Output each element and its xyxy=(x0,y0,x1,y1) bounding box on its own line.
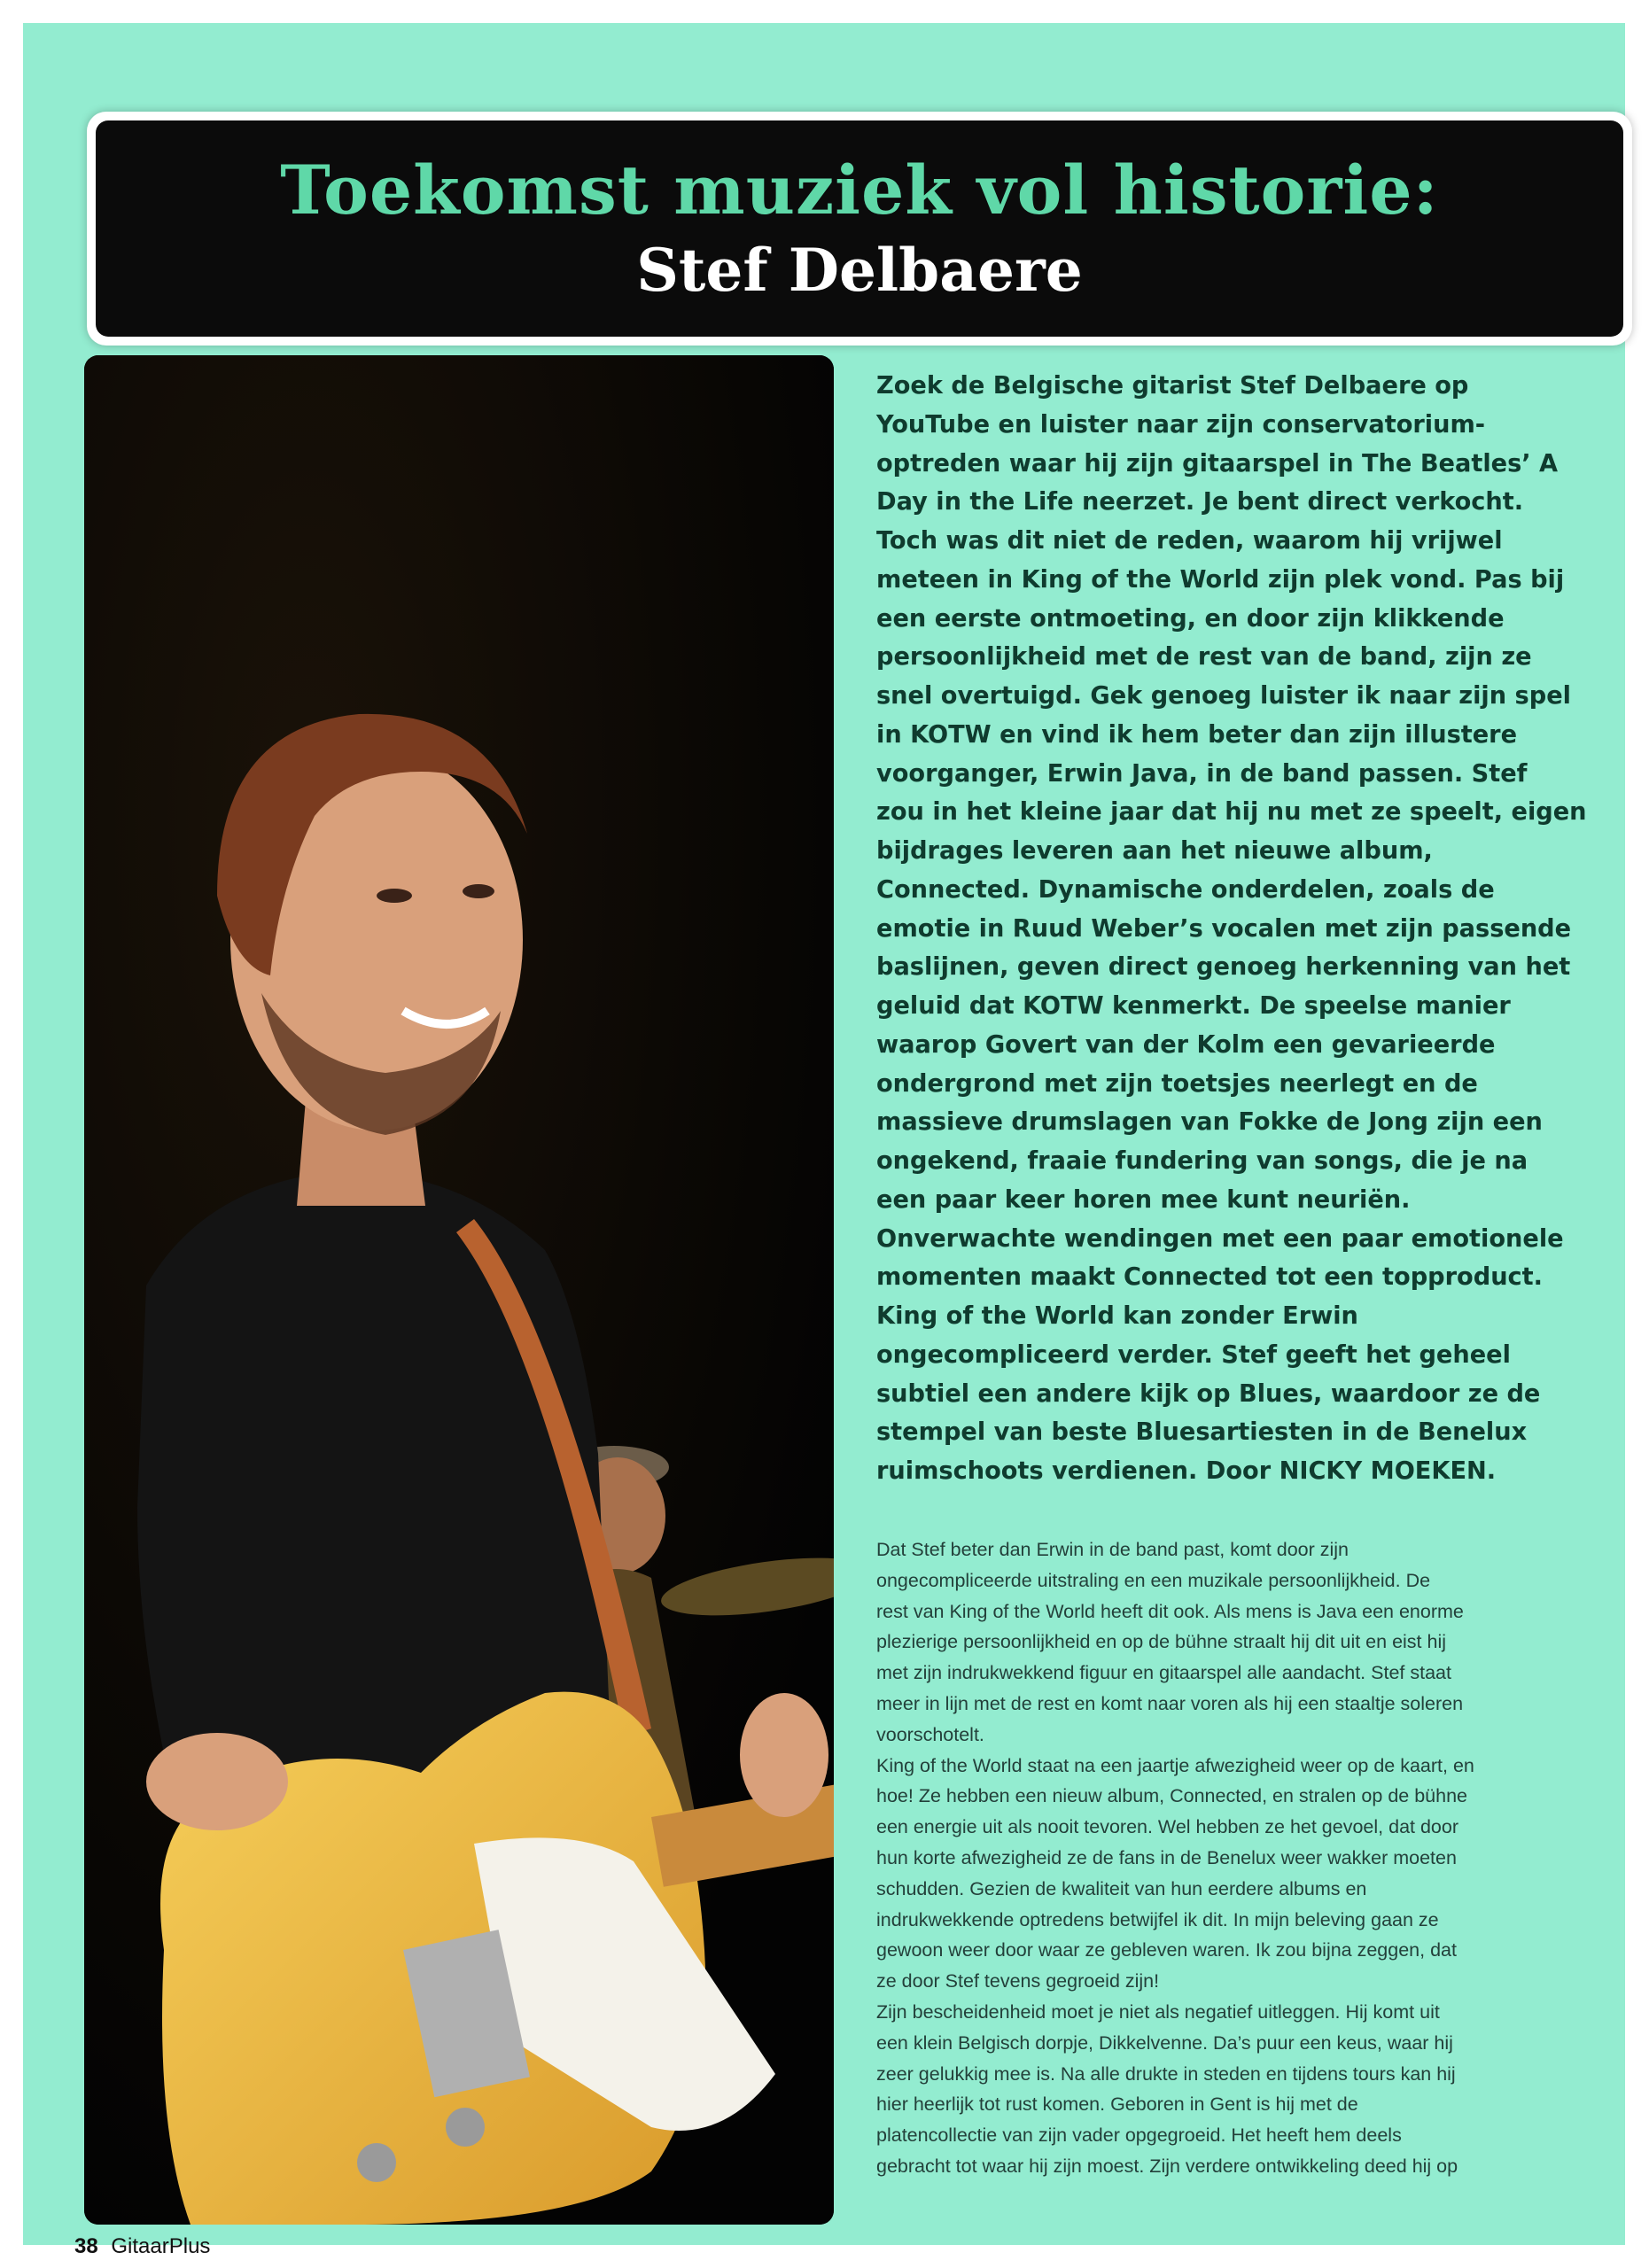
intro-line: geluid dat KOTW kenmerkt. De speelse manier xyxy=(876,992,1511,1020)
intro-line: meteen in King of the World zijn plek vond. Pas bij xyxy=(876,565,1565,594)
body-line: rest van King of the World heeft dit ook. Als mens is Java een enorme xyxy=(876,1600,1464,1622)
body-line: Dat Stef beter dan Erwin in de band past, komt door zijn xyxy=(876,1539,1350,1560)
intro-line: ongekend, fraaie fundering van songs, die je na xyxy=(876,1147,1528,1175)
intro-line: stempel van beste Bluesartiesten in de Benelux xyxy=(876,1418,1528,1447)
intro-line: een eerste ontmoeting, en door zijn klikkende xyxy=(876,604,1505,633)
intro-line: persoonlijkheid met de rest van de band, zijn ze xyxy=(876,643,1532,672)
intro-line: een paar keer horen mee kunt neuriën. xyxy=(876,1185,1411,1214)
body-line: een energie uit als nooit tevoren. Wel hebben ze het gevoel, dat door xyxy=(876,1816,1458,1838)
body-line: ongecompliceerde uitstraling en een muzikale persoonlijkheid. De xyxy=(876,1569,1431,1591)
headline-name: Stef Delbaere xyxy=(636,236,1083,305)
page-footer xyxy=(74,2234,210,2259)
intro-line: voorganger, Erwin Java, in de band passen. Stef xyxy=(876,759,1528,788)
intro-line: optreden waar hij zijn gitaarspel in The Beatles’ A xyxy=(876,449,1559,478)
intro-line: ongecompliceerd verder. Stef geeft het geheel xyxy=(876,1340,1511,1369)
intro-line: in KOTW en vind ik hem beter dan zijn illustere xyxy=(876,720,1518,749)
title-banner xyxy=(87,112,1632,346)
intro-line: Onverwachte wendingen met een paar emotionele xyxy=(876,1224,1564,1253)
intro-line: King of the World kan zonder Erwin xyxy=(876,1302,1358,1330)
intro-line: ondergrond met zijn toetsjes neerlegt en de xyxy=(876,1069,1478,1098)
intro-line: bijdrages leveren aan het nieuwe album, xyxy=(876,837,1433,865)
guitarist-illustration xyxy=(84,355,834,2225)
guitarist-photo xyxy=(84,355,834,2225)
intro-line: YouTube en luister naar zijn conservatorium- xyxy=(876,410,1486,439)
body-line: hun korte afwezigheid ze de fans in de Benelux weer wakker moeten xyxy=(876,1846,1457,1868)
headline: Toekomst muziek vol historie: xyxy=(280,151,1439,229)
body-line: indrukwekkende optredens betwijfel ik dit. In mijn beleving gaan ze xyxy=(876,1908,1439,1930)
intro-line: ruimschoots verdienen. Door NICKY MOEKEN. xyxy=(876,1457,1497,1485)
magazine-name: GitaarPlus xyxy=(111,2234,211,2258)
body-line: voorschotelt. xyxy=(876,1723,984,1745)
body-line: Zijn bescheidenheid moet je niet als negatief uitleggen. Hij komt uit xyxy=(876,2000,1440,2023)
page-number: 38 xyxy=(74,2234,98,2258)
intro-line: baslijnen, geven direct genoeg herkenning van het xyxy=(876,953,1571,982)
intro-line: massieve drumslagen van Fokke de Jong zijn een xyxy=(876,1108,1543,1137)
intro-line: emotie in Ruud Weber’s vocalen met zijn passende xyxy=(876,914,1572,943)
body-line: gebracht tot waar hij zijn moest. Zijn verdere ontwikkeling deed hij op xyxy=(876,2155,1458,2177)
intro-line: subtiel een andere kijk op Blues, waardoor ze de xyxy=(876,1379,1541,1408)
intro-line: Connected. Dynamische onderdelen, zoals de xyxy=(876,875,1495,904)
body-line: schudden. Gezien de kwaliteit van hun eerdere albums en xyxy=(876,1877,1367,1899)
body-line: hier heerlijk tot rust komen. Geboren in Gent is hij met de xyxy=(876,2093,1358,2116)
intro-line: zou in het kleine jaar dat hij nu met ze speelt, eigen xyxy=(876,798,1587,827)
intro-line: Day in the Life neerzet. Je bent direct verkocht. xyxy=(876,488,1524,517)
body-line: platencollectie van zijn vader opgegroeid. Het heeft hem deels xyxy=(876,2124,1402,2147)
body-line: met zijn indrukwekkend figuur en gitaarspel alle aandacht. Stef staat xyxy=(876,1662,1451,1684)
intro-line: Zoek de Belgische gitarist Stef Delbaere op xyxy=(876,372,1469,400)
body-line: meer in lijn met de rest en komt naar voren als hij een staaltje soleren xyxy=(876,1692,1464,1714)
body-line: plezierige persoonlijkheid en op de bühne straalt hij dit uit en eist hij xyxy=(876,1631,1447,1653)
intro-line: momenten maakt Connected tot een topproduct. xyxy=(876,1263,1543,1292)
article-body xyxy=(876,1534,1621,2182)
intro-line: snel overtuigd. Gek genoeg luister ik naar zijn spel xyxy=(876,682,1571,710)
body-line: ze door Stef tevens gegroeid zijn! xyxy=(876,1970,1160,1992)
body-line: een klein Belgisch dorpje, Dikkelvenne. Da’s puur een keus, waar hij xyxy=(876,2031,1453,2054)
body-line: zeer gelukkig mee is. Na alle drukte in steden en tijdens tours kan hij xyxy=(876,2062,1456,2085)
intro-line: Toch was dit niet de reden, waarom hij vrijwel xyxy=(876,527,1503,555)
magazine-page xyxy=(23,23,1625,2245)
body-line: King of the World staat na een jaartje afwezigheid weer op de kaart, en xyxy=(876,1754,1474,1776)
title-box xyxy=(96,120,1623,337)
intro-line: waarop Govert van der Kolm een gevarieerde xyxy=(876,1030,1496,1059)
body-line: hoe! Ze hebben een nieuw album, Connected, en stralen op de bühne xyxy=(876,1785,1467,1807)
intro-paragraph xyxy=(876,367,1621,1491)
body-line: gewoon weer door waar ze gebleven waren. Ik zou bijna zeggen, dat xyxy=(876,1939,1457,1961)
